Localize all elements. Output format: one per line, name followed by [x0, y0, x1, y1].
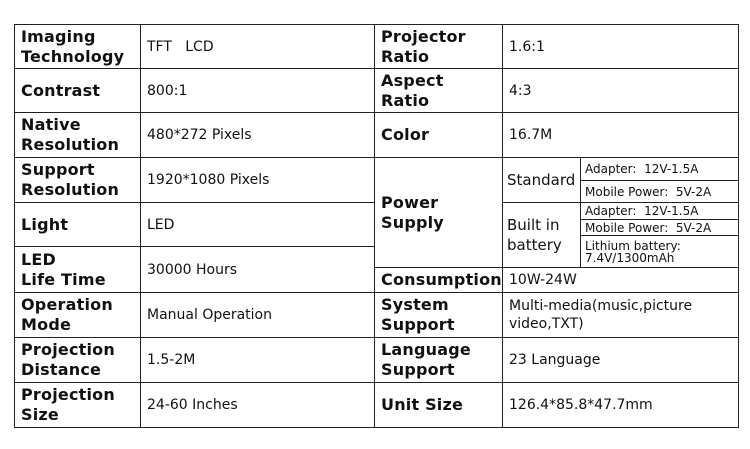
spec-value-light: LED — [141, 203, 375, 247]
spec-label-operation-mode: Operation Mode — [15, 292, 141, 337]
spec-value-projection-distance: 1.5-2M — [141, 337, 375, 382]
power-supply-built-in-mobile: Mobile Power: 5V-2A — [581, 219, 739, 235]
spec-value-operation-mode: Manual Operation — [141, 292, 375, 337]
spec-label-contrast: Contrast — [15, 69, 141, 113]
spec-label-aspect-ratio: Aspect Ratio — [375, 69, 503, 113]
spec-label-native-resolution: Native Resolution — [15, 113, 141, 158]
spec-label-projection-size: Projection Size — [15, 382, 141, 427]
spec-value-color: 16.7M — [503, 113, 739, 158]
table-row — [15, 69, 739, 113]
spec-table — [14, 24, 739, 428]
spec-label-system-support: System Support — [375, 292, 503, 337]
spec-value-imaging-technology: TFT LCD — [141, 25, 375, 69]
spec-value-projection-size: 24-60 Inches — [141, 382, 375, 427]
table-row — [15, 25, 739, 69]
spec-label-language-support: Language Support — [375, 337, 503, 382]
spec-label-color: Color — [375, 113, 503, 158]
spec-value-support-resolution: 1920*1080 Pixels — [141, 158, 375, 203]
power-supply-standard-mobile: Mobile Power: 5V-2A — [581, 180, 739, 203]
spec-value-system-support: Multi-media(music,picture video,TXT) — [503, 292, 739, 337]
spec-value-language-support: 23 Language — [503, 337, 739, 382]
spec-label-led-life-time: LED Life Time — [15, 247, 141, 292]
spec-value-projector-ratio: 1.6:1 — [503, 25, 739, 69]
spec-label-power-supply: Power Supply — [375, 158, 503, 268]
spec-label-consumption: Consumption — [375, 267, 503, 292]
power-supply-built-in-adapter: Adapter: 12V-1.5A — [581, 203, 739, 219]
spec-value-led-life-time: 30000 Hours — [141, 247, 375, 292]
table-row — [15, 158, 739, 181]
spec-value-consumption: 10W-24W — [503, 267, 739, 292]
spec-value-contrast: 800:1 — [141, 69, 375, 113]
spec-value-unit-size: 126.4*85.8*47.7mm — [503, 382, 739, 427]
table-row — [15, 113, 739, 158]
spec-label-imaging-technology: Imaging Technology — [15, 25, 141, 69]
power-supply-built-in-lithium: Lithium battery: 7.4V/1300mAh — [581, 236, 739, 268]
table-row — [15, 292, 739, 337]
spec-label-projector-ratio: Projector Ratio — [375, 25, 503, 69]
spec-value-native-resolution: 480*272 Pixels — [141, 113, 375, 158]
spec-label-projection-distance: Projection Distance — [15, 337, 141, 382]
spec-label-support-resolution: Support Resolution — [15, 158, 141, 203]
spec-label-light: Light — [15, 203, 141, 247]
power-supply-standard-label: Standard — [503, 158, 581, 203]
spec-label-unit-size: Unit Size — [375, 382, 503, 427]
spec-value-aspect-ratio: 4:3 — [503, 69, 739, 113]
power-supply-built-in-label: Built in battery — [503, 203, 581, 268]
table-row — [15, 337, 739, 382]
table-row — [15, 382, 739, 427]
power-supply-standard-adapter: Adapter: 12V-1.5A — [581, 158, 739, 181]
